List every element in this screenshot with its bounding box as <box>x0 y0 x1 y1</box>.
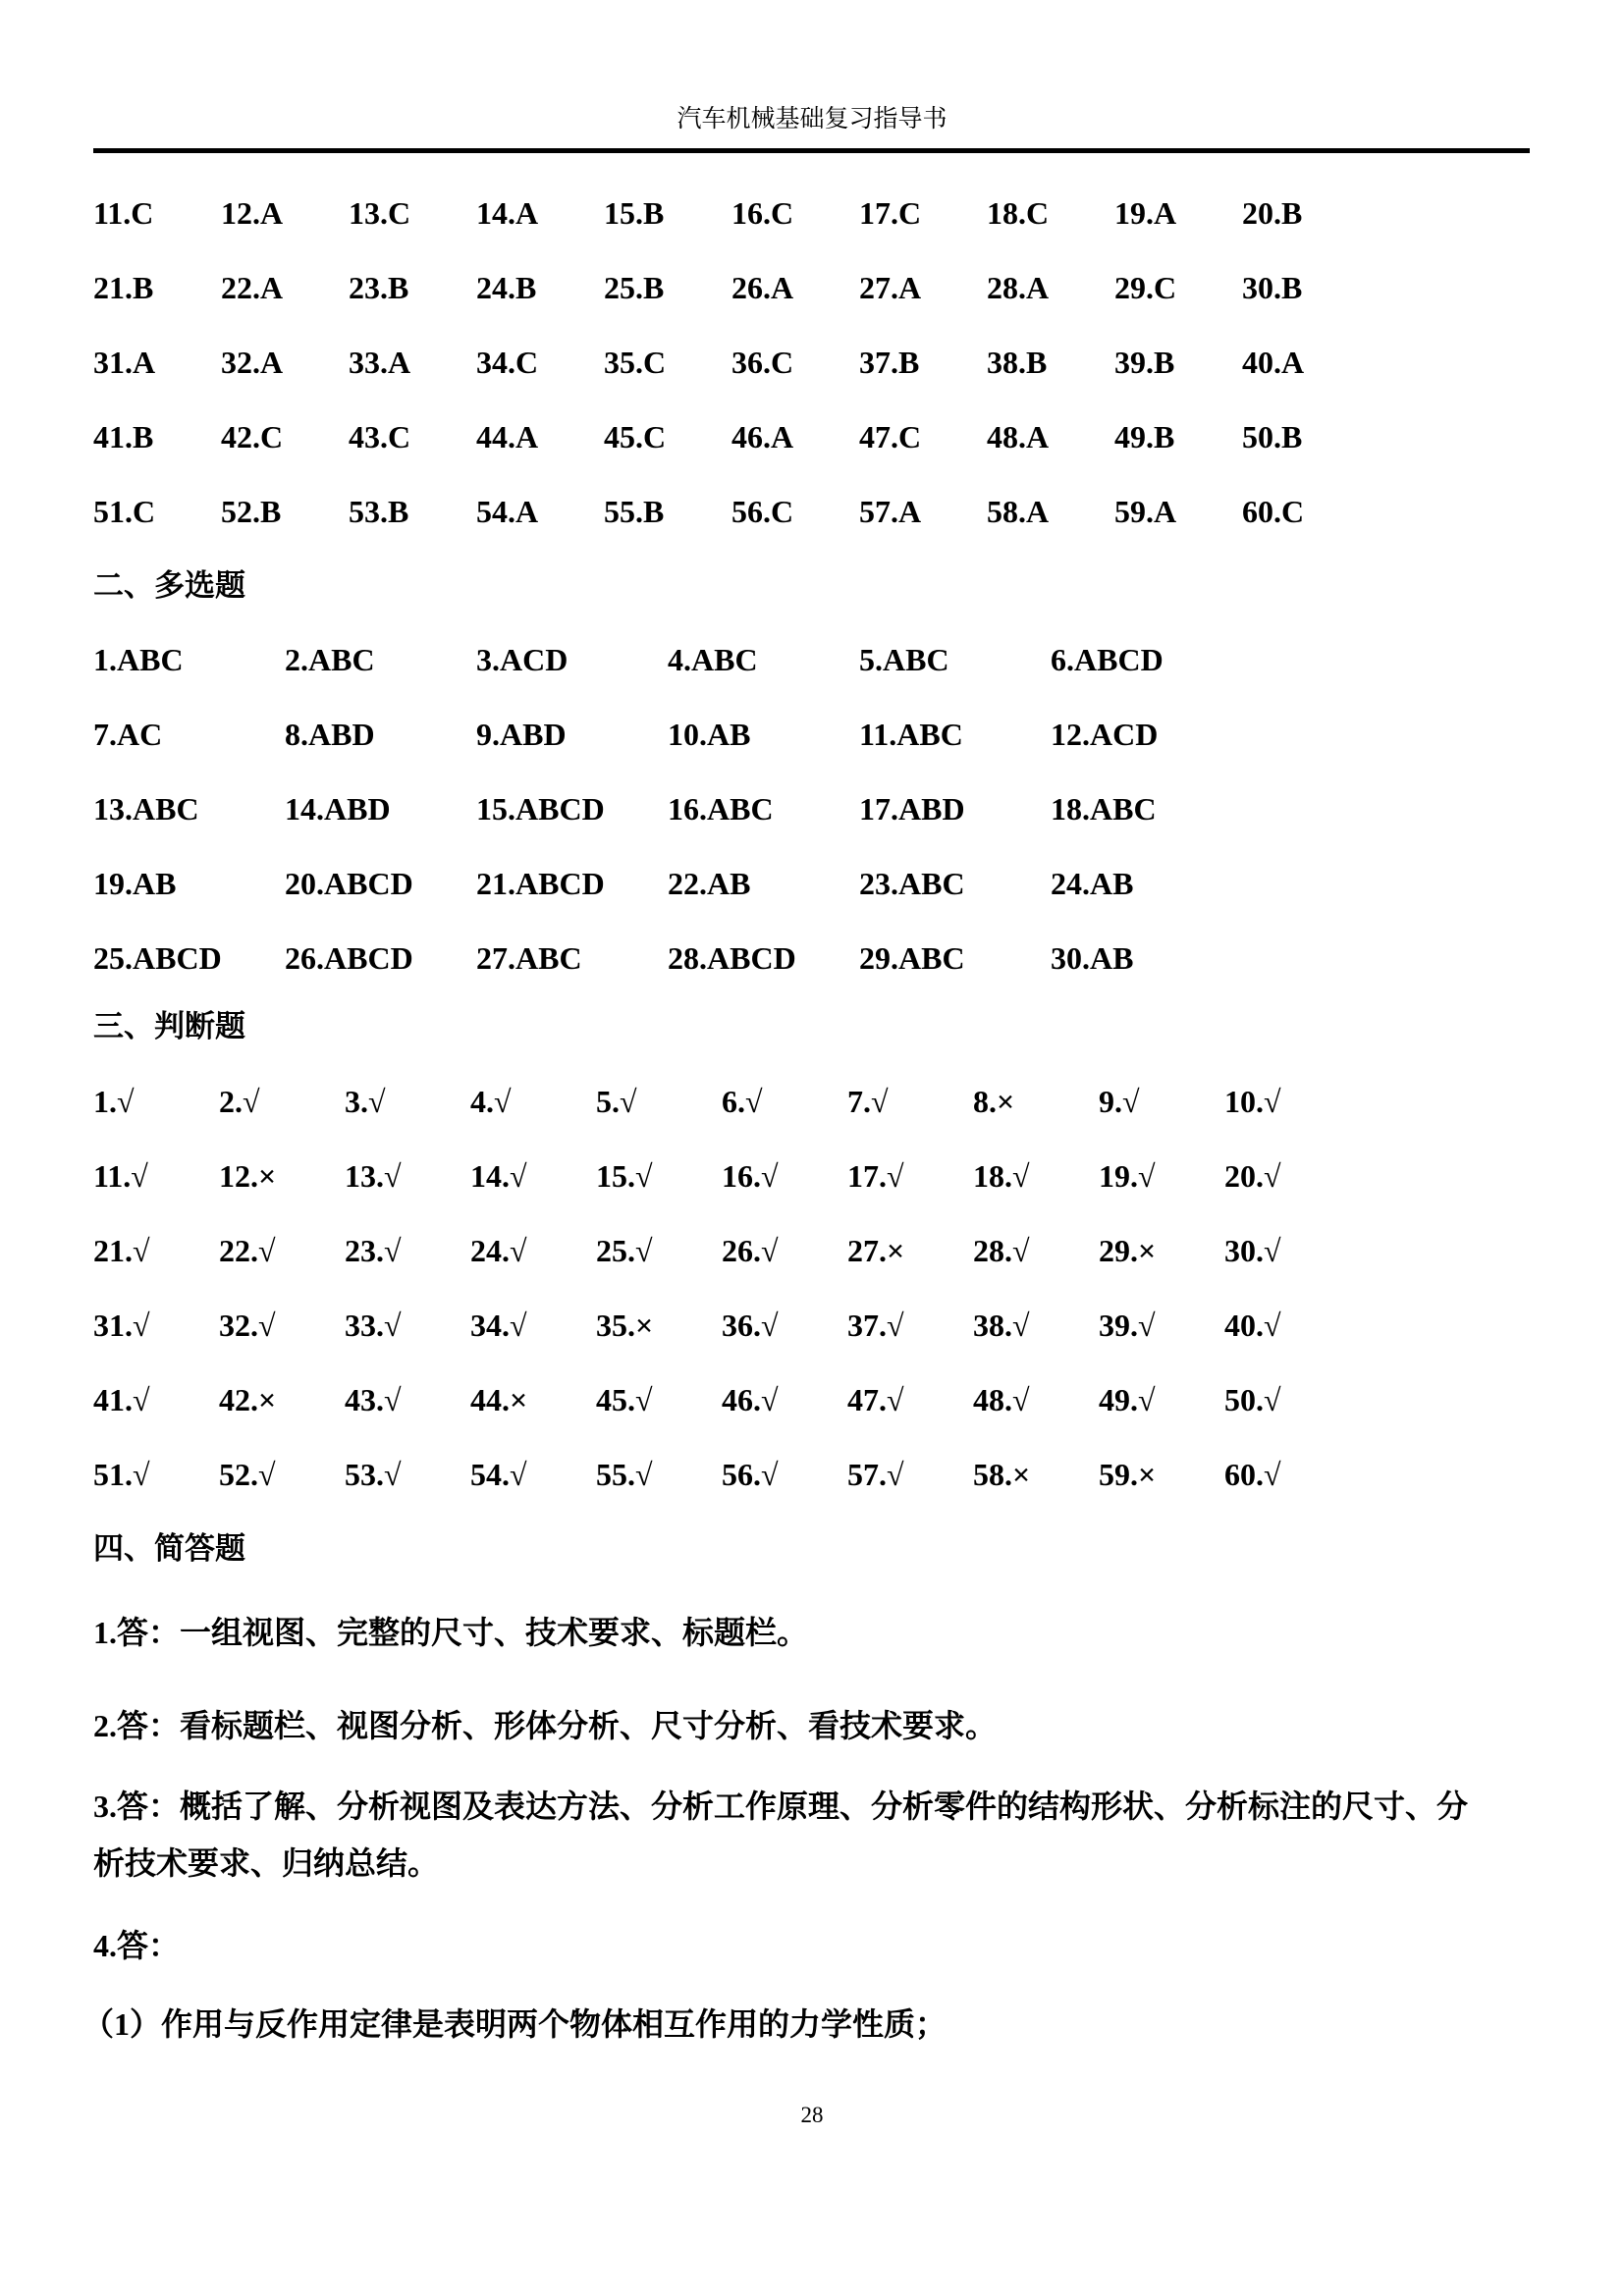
answer-item: 5.ABC <box>859 642 949 677</box>
answer-row <box>93 867 1242 900</box>
answer-item: 11.C <box>93 195 154 231</box>
answer-item: 22.A <box>221 270 284 305</box>
document-header-title: 汽车机械基础复习指导书 <box>677 106 947 133</box>
answer-row <box>93 271 1370 304</box>
answer-item: 12.A <box>221 195 284 231</box>
answer-item: 31.√ <box>93 1308 150 1343</box>
answer-item: 50.B <box>1242 419 1303 454</box>
section-heading-short-answer: 四、简答题 <box>93 1531 245 1566</box>
answer-item: 31.A <box>93 345 156 380</box>
answer-item: 21.√ <box>93 1233 150 1268</box>
answer-item: 3.√ <box>345 1084 386 1119</box>
answer-item: 16.ABC <box>668 791 774 827</box>
answer-item: 28.A <box>987 270 1050 305</box>
answer-item: 23.ABC <box>859 866 965 901</box>
answer-item: 19.√ <box>1099 1158 1156 1194</box>
answer-item: 54.A <box>476 494 539 529</box>
answer-item: 51.√ <box>93 1457 150 1492</box>
answer-item: 14.A <box>476 195 539 231</box>
answer-item: 39.B <box>1114 345 1175 380</box>
answer-item: 27.× <box>847 1233 905 1268</box>
answer-item: 18.√ <box>973 1158 1030 1194</box>
answer-item: 3.ACD <box>476 642 568 677</box>
answer-row <box>93 196 1370 230</box>
answer-item: 2.ABC <box>285 642 375 677</box>
answer-item: 25.B <box>604 270 665 305</box>
short-answer-4 <box>93 1928 1537 1963</box>
answer-text-line: 1.答：一组视图、完整的尺寸、技术要求、标题栏。 <box>93 1615 809 1650</box>
answer-item: 57.A <box>859 494 922 529</box>
answer-item: 44.× <box>470 1382 528 1417</box>
answer-item: 55.B <box>604 494 665 529</box>
answer-text-line: 2.答：看标题栏、视图分析、形体分析、尺寸分析、看技术要求。 <box>93 1708 998 1743</box>
answer-item: 53.√ <box>345 1457 402 1492</box>
answer-item: 19.A <box>1114 195 1177 231</box>
answer-item: 46.A <box>731 419 794 454</box>
answer-item: 4.√ <box>470 1084 512 1119</box>
answer-item: 40.A <box>1242 345 1305 380</box>
answer-item: 10.√ <box>1224 1084 1281 1119</box>
answer-item: 34.√ <box>470 1308 527 1343</box>
answer-item: 29.C <box>1114 270 1177 305</box>
answer-item: 19.AB <box>93 866 177 901</box>
answer-item: 40.√ <box>1224 1308 1281 1343</box>
answer-item: 54.√ <box>470 1457 527 1492</box>
answer-item: 44.A <box>476 419 539 454</box>
answer-item: 41.B <box>93 419 154 454</box>
answer-item: 28.√ <box>973 1233 1030 1268</box>
answer-item: 37.√ <box>847 1308 904 1343</box>
single-choice-answers-section <box>93 196 1370 569</box>
answer-item: 20.√ <box>1224 1158 1281 1194</box>
answer-item: 11.√ <box>93 1158 148 1194</box>
answer-item: 38.B <box>987 345 1048 380</box>
answer-item: 48.A <box>987 419 1050 454</box>
answer-item: 30.√ <box>1224 1233 1281 1268</box>
answer-item: 6.√ <box>722 1084 763 1119</box>
short-answer-4-point-1 <box>82 2006 1526 2042</box>
short-answer-2 <box>93 1708 1537 1743</box>
answer-item: 13.ABC <box>93 791 199 827</box>
answer-row <box>93 1159 1350 1193</box>
answer-item: 7.√ <box>847 1084 889 1119</box>
answer-item: 22.AB <box>668 866 751 901</box>
answer-item: 11.ABC <box>859 717 963 752</box>
answer-item: 12.ACD <box>1051 717 1159 752</box>
answer-row <box>93 792 1242 826</box>
answer-row <box>93 1085 1350 1118</box>
answer-item: 24.√ <box>470 1233 527 1268</box>
answer-item: 46.√ <box>722 1382 779 1417</box>
answer-item: 25.√ <box>596 1233 653 1268</box>
answer-item: 29.ABC <box>859 940 965 976</box>
answer-item: 27.ABC <box>476 940 582 976</box>
answer-row <box>93 1458 1350 1491</box>
answer-item: 52.√ <box>219 1457 276 1492</box>
answer-item: 9.√ <box>1099 1084 1140 1119</box>
answer-item: 23.B <box>349 270 409 305</box>
answer-item: 42.× <box>219 1382 277 1417</box>
answer-row <box>93 941 1242 975</box>
answer-item: 21.B <box>93 270 154 305</box>
answer-item: 14.√ <box>470 1158 527 1194</box>
answer-item: 21.ABCD <box>476 866 605 901</box>
answer-item: 36.C <box>731 345 794 380</box>
answer-item: 27.A <box>859 270 922 305</box>
answer-item: 17.C <box>859 195 922 231</box>
answer-item: 8.× <box>973 1084 1015 1119</box>
answer-item: 23.√ <box>345 1233 402 1268</box>
answer-text-line: 3.答：概括了解、分析视图及表达方法、分析工作原理、分析零件的结构形状、分析标注的尺寸、分 <box>93 1789 1469 1824</box>
answer-item: 39.√ <box>1099 1308 1156 1343</box>
answer-row <box>93 346 1370 379</box>
answer-item: 47.√ <box>847 1382 904 1417</box>
answer-item: 53.B <box>349 494 409 529</box>
answer-item: 50.√ <box>1224 1382 1281 1417</box>
answer-item: 55.√ <box>596 1457 653 1492</box>
answer-item: 5.√ <box>596 1084 637 1119</box>
answer-item: 24.AB <box>1051 866 1134 901</box>
answer-item: 48.√ <box>973 1382 1030 1417</box>
answer-item: 16.C <box>731 195 794 231</box>
answer-item: 49.√ <box>1099 1382 1156 1417</box>
answer-item: 35.× <box>596 1308 654 1343</box>
answer-item: 32.√ <box>219 1308 276 1343</box>
answer-text-line: 4.答： <box>93 1928 181 1963</box>
page-number: 28 <box>800 2103 824 2127</box>
answer-item: 56.C <box>731 494 794 529</box>
answer-item: 1.ABC <box>93 642 184 677</box>
answer-item: 7.AC <box>93 717 163 752</box>
answer-item: 20.ABCD <box>285 866 413 901</box>
answer-item: 30.AB <box>1051 940 1134 976</box>
answer-row <box>93 1234 1350 1267</box>
answer-item: 16.√ <box>722 1158 779 1194</box>
answer-item: 43.C <box>349 419 411 454</box>
answer-item: 9.ABD <box>476 717 567 752</box>
answer-item: 14.ABD <box>285 791 391 827</box>
section-heading-multiple-select: 二、多选题 <box>93 568 245 603</box>
answer-item: 10.AB <box>668 717 751 752</box>
answer-row <box>93 1383 1350 1416</box>
answer-item: 28.ABCD <box>668 940 796 976</box>
answer-item: 35.C <box>604 345 667 380</box>
answer-item: 57.√ <box>847 1457 904 1492</box>
answer-item: 33.√ <box>345 1308 402 1343</box>
multiple-select-answers-section <box>93 643 1242 1016</box>
answer-item: 45.√ <box>596 1382 653 1417</box>
answer-item: 58.A <box>987 494 1050 529</box>
answer-item: 60.C <box>1242 494 1305 529</box>
answer-item: 60.√ <box>1224 1457 1281 1492</box>
answer-item: 4.ABC <box>668 642 758 677</box>
answer-item: 8.ABD <box>285 717 375 752</box>
answer-item: 59.× <box>1099 1457 1157 1492</box>
answer-item: 26.A <box>731 270 794 305</box>
answer-item: 52.B <box>221 494 282 529</box>
answer-item: 24.B <box>476 270 537 305</box>
answer-item: 18.ABC <box>1051 791 1157 827</box>
answer-text-line: 析技术要求、归纳总结。 <box>93 1845 440 1881</box>
answer-item: 58.× <box>973 1457 1031 1492</box>
answer-item: 13.C <box>349 195 411 231</box>
short-answer-1 <box>93 1615 1537 1650</box>
answer-item: 22.√ <box>219 1233 276 1268</box>
answer-item: 13.√ <box>345 1158 402 1194</box>
answer-item: 18.C <box>987 195 1050 231</box>
answer-item: 6.ABCD <box>1051 642 1164 677</box>
section-heading-true-false: 三、判断题 <box>93 1009 245 1043</box>
answer-item: 2.√ <box>219 1084 260 1119</box>
answer-item: 42.C <box>221 419 284 454</box>
answer-item: 25.ABCD <box>93 940 222 976</box>
answer-item: 15.ABCD <box>476 791 605 827</box>
answer-item: 41.√ <box>93 1382 150 1417</box>
answer-text-line: （1）作用与反作用定律是表明两个物体相互作用的力学性质； <box>82 2006 947 2042</box>
answer-row <box>93 420 1370 454</box>
answer-item: 26.ABCD <box>285 940 413 976</box>
answer-row <box>93 495 1370 528</box>
short-answer-3 <box>93 1789 1537 1902</box>
answer-row <box>93 643 1242 676</box>
answer-item: 51.C <box>93 494 156 529</box>
true-false-answers-section <box>93 1085 1350 1532</box>
answer-item: 30.B <box>1242 270 1303 305</box>
answer-item: 36.√ <box>722 1308 779 1343</box>
answer-item: 26.√ <box>722 1233 779 1268</box>
answer-item: 56.√ <box>722 1457 779 1492</box>
answer-row <box>93 1308 1350 1342</box>
answer-item: 17.√ <box>847 1158 904 1194</box>
answer-item: 12.× <box>219 1158 277 1194</box>
answer-item: 1.√ <box>93 1084 135 1119</box>
answer-item: 20.B <box>1242 195 1303 231</box>
answer-item: 45.C <box>604 419 667 454</box>
answer-item: 49.B <box>1114 419 1175 454</box>
answer-item: 37.B <box>859 345 920 380</box>
answer-item: 47.C <box>859 419 922 454</box>
answer-item: 34.C <box>476 345 539 380</box>
answer-item: 29.× <box>1099 1233 1157 1268</box>
header-rule <box>93 148 1530 153</box>
answer-item: 33.A <box>349 345 411 380</box>
answer-item: 32.A <box>221 345 284 380</box>
answer-item: 15.√ <box>596 1158 653 1194</box>
answer-item: 17.ABD <box>859 791 965 827</box>
answer-item: 38.√ <box>973 1308 1030 1343</box>
answer-row <box>93 718 1242 751</box>
answer-item: 59.A <box>1114 494 1177 529</box>
answer-item: 43.√ <box>345 1382 402 1417</box>
answer-item: 15.B <box>604 195 665 231</box>
